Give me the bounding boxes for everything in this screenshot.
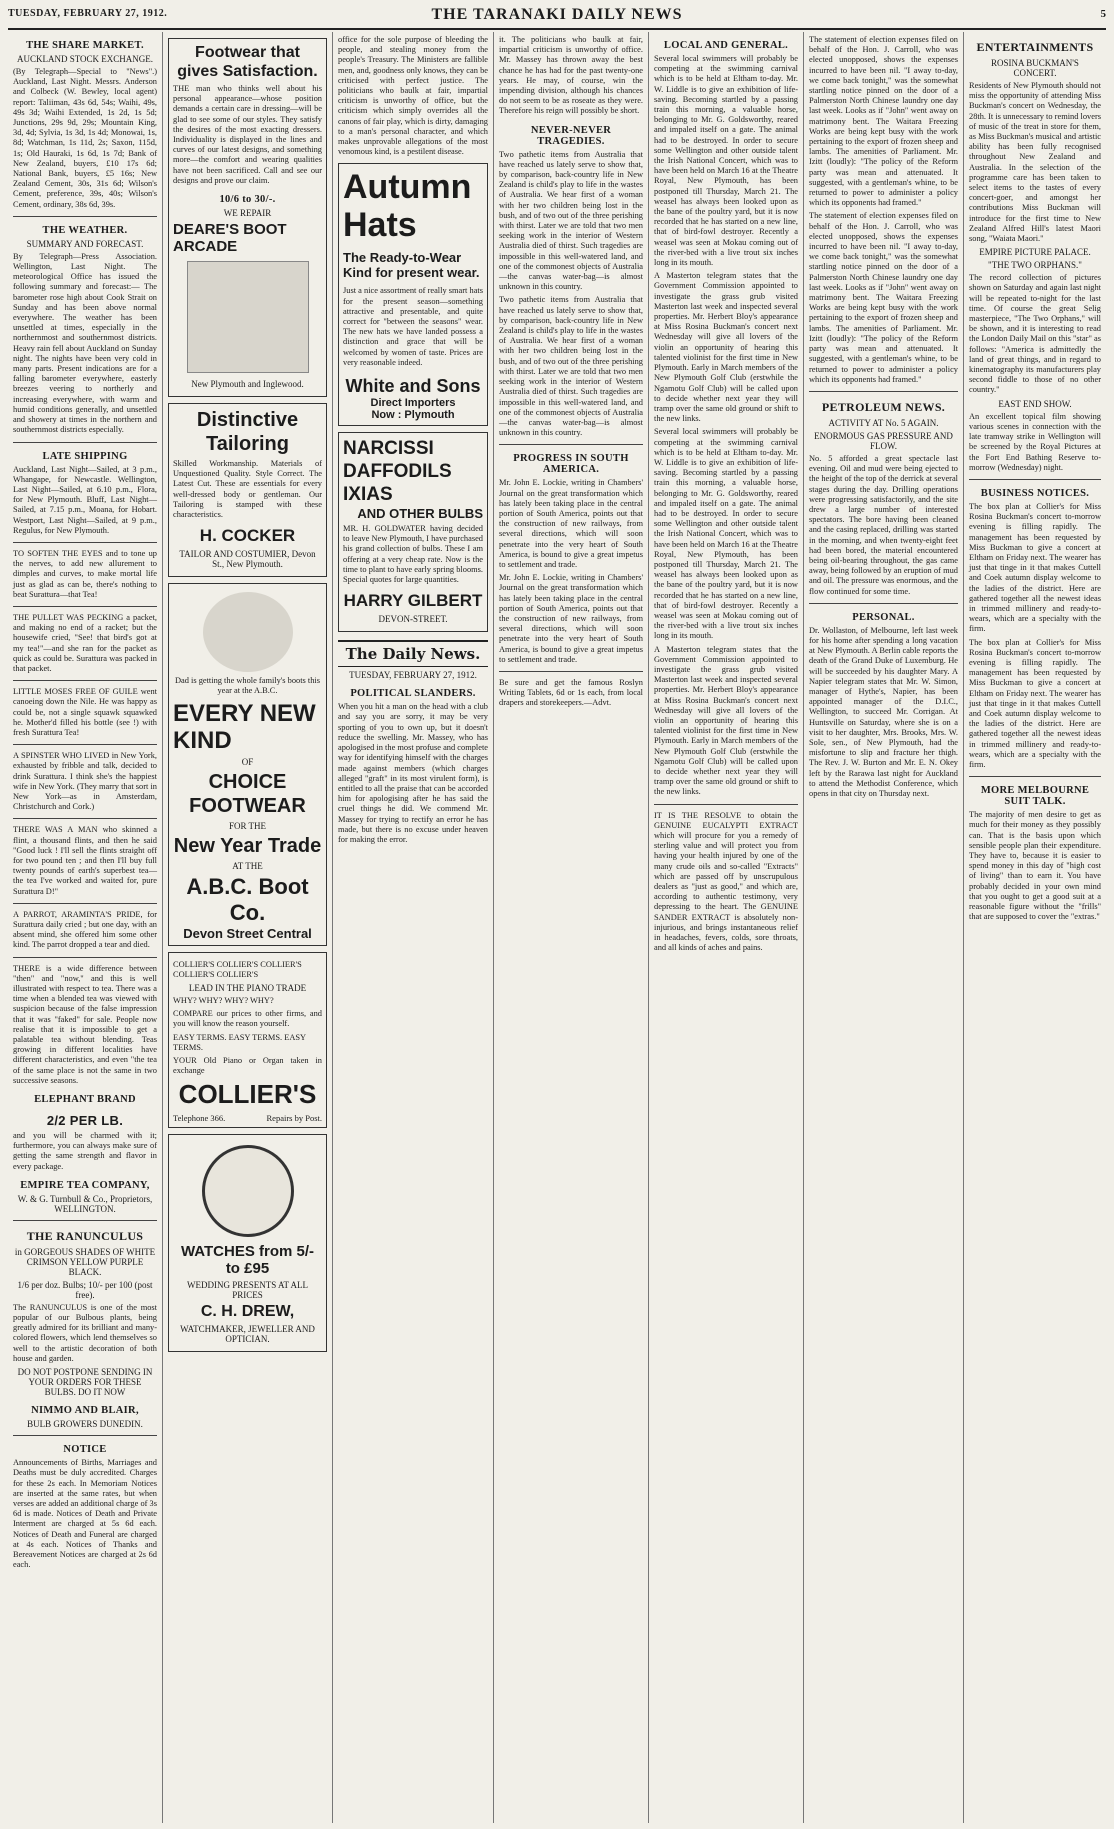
east-end-text: An excellent topical film showing various scenes in connection with the late tramway strike in Wellington will be screened by the Royal Pictures at the Fort End Bathing Reserve to-morrow (Wednesday) night.	[969, 411, 1101, 472]
empire-palace-text: The record collection of pictures shown on Saturday and again last night will be repeated to-night for the last time. Of course the great Selig masterpiece, "The Two Orphans," will be shown, and it is interesting to read the London Daily Mail on this "star" as follows: "America is admittedly the land of great things, and in regard to kinematography its manufacturers play second fiddle to those of no other country."	[969, 273, 1101, 395]
general-news-text-2: The statement of election expenses filed on behalf of the Hon. J. Carroll, who was elected unopposed, shows the expenses incurred to have been nil. "I away to-day, we come back tonight," was the somewhat startling notice pinned on the door of a Palmerston North Chinese laundry one day last week. Looks as if "John" went away on matrimony bent. The Waitara Freezing Works are being kept busy with the work pertaining to the export of frozen sheep and lambs. The amenities of Parliament. Mr. Izitt (loudly): "The policy of the Reform party was mean and attenuated. It suggested, with a gentleman's whine, to be returned to power to administer a policy which its opponents had framed."	[809, 211, 958, 384]
hats-text: Just a nice assortment of really smart hats for the present season—something attractive and presentable, and quite correct for "between the seasons" wear. The new hats we have landed possess a distinction and grace that will be welcomed by women of taste. Prices are very reasonable indeed.	[343, 286, 483, 367]
east-end-heading: EAST END SHOW.	[998, 398, 1072, 409]
clock-illustration	[202, 1145, 294, 1237]
we-repair: WE REPAIR	[223, 208, 272, 219]
local-general-text-2: A Masterton telegram states that the Government Commission appointed to investigate the grass grub visited Masterton last week and inspected several properties. Mr. Herbert Bloy's appearance at Miss Rosina Buckman's concert next Wednesday will give all lovers of the violin an opportunity of hearing this talented violinist for the first time in New Plymouth. Early in March members of the New Plymouth Golf Club (erstwhile the Ngamotu Golf Club) will be called upon to decide whether next year they will tramp over the same old ground or shift to the new links.	[654, 271, 798, 424]
colliers-name: COLLIER'S	[178, 1079, 317, 1110]
parrot-ad: A PARROT, ARAMINTA'S PRIDE, for Surattura daily cried ; but one day, with an absent mind, she offered him some other kind. The parrot dropped a tear and died.	[13, 909, 157, 950]
plymouth-label: Now : Plymouth	[371, 409, 455, 422]
petroleum-activity: ACTIVITY AT No. 5 AGAIN.	[828, 417, 939, 428]
petroleum-heading: PETROLEUM NEWS.	[821, 399, 946, 414]
political-slanders-heading: POLITICAL SLANDERS.	[350, 688, 476, 700]
piano-exchange: YOUR Old Piano or Organ taken in exchange	[173, 1056, 322, 1076]
footwear-heading: Footwear that gives Satisfaction.	[177, 44, 318, 80]
flint-man-ad: THERE WAS A MAN who skinned a flint, a thousand flints, and then he said "Good luck ! I'll sell the flints straight off for two pound ten ; and then I'll buy full twenty pounds of earth's superbest tea—the tea I've worked and waited for, pure Surattura D!"	[13, 825, 157, 896]
surattura-ad: TO SOFTEN THE EYES and to tone up the nerves, to add new allurement to dimples and curves, to make mortal life just as glad as can be, there's nothing to beat Surattura—that Tea!	[13, 548, 157, 599]
weather-subheading: SUMMARY AND FORECAST.	[26, 238, 144, 249]
colliers-list: COLLIER'S COLLIER'S COLLIER'S COLLIER'S COLLIER'S	[173, 959, 302, 979]
notice-heading: NOTICE	[63, 1444, 107, 1456]
business-notices-text: The box plan at Collier's for Miss Rosina Buckman's concert to-morrow evening is filling rapidly. The management has been requested by Miss Buckman to give a concert at Eltham on Friday next. The wearer has just that tinge in it that makes Cuttell and Coek autumn display welcome to the ladies of the district. Here are gathered together all the newest ideas in trimmed millinery and ready-to-wears, which are a specialty with the firm.	[969, 501, 1101, 634]
nimmo-blair-sub: BULB GROWERS DUNEDIN.	[27, 1419, 143, 1430]
cocker-address: TAILOR AND COSTUMIER, Devon St., New Plymouth.	[179, 549, 316, 570]
repairs-by-post: Repairs by Post.	[266, 1113, 322, 1124]
never-never-text-2: Two pathetic items from Australia that have reached us lately serve to show that, by comparison, back-country life in New Zealand is child's play to life in the wastes of Australia. We hear first of a woman with her two children being lost in the bush, and of two out of the three perishing with thirst. Later we are told that two men seeking work in the interior of Western Australia died of thirst. Such tragedies are impossible in this well-watered land, and one of the commonest objects of Australia—the canvas water-bag—is almost unknown in this country.	[499, 295, 643, 438]
ranunculus-text: The RANUNCULUS is one of the most popular of our Bulbous plants, being greatly admired for its brilliant and many-colored flowers, which lend themselves so well to the artistic decoration of both house and garden.	[13, 1302, 157, 1363]
political-slanders-text: When you hit a man on the head with a club and say you are sorry, it may be very sporting of you to own up, but it doesn't reduce the swelling. Mr. Massey, who has apologised in the most profuse and complete way for identifying himself with the charges made against members (which charges alleged "graft" in its most virulent form), is entitled to all the praise that can be accorded him for apologising after he has said the cruel things he did. We commend Mr. Massey for trying to rectify an error he has made, but there is no excuse under heaven for making the error.	[338, 702, 488, 844]
shipping-text: Auckland, Last Night—Sailed, at 3 p.m., Whangape, for Newcastle. Wellington, Last Night—Sailed, at 6.10 p.m., Flora, for New Plymouth. Bluff, Last Night—Sailed, at 7.15 p.m., Moana, for Hobart. Westport, Last Night—Sailed, at 9 p.m., Regulus, for New Plymouth.	[13, 464, 157, 535]
at-the-label: AT THE	[232, 860, 263, 871]
petroleum-text: No. 5 afforded a great spectacle last evening. Oil and mud were being ejected to the height of the top of the derrick at several stages during the day. Drilling operations were progressing satisfactorily, and the site drew a large number of interested spectators. The bore having been cleaned and the casing replaced, drilling was started in the morning, and when twenty-eight feet had been bored, the material encountered being oil-bearing throughout, the gas came away, being followed by an eruption of mud and oil. The pressure was enormous, and the flow continued for some time.	[809, 453, 958, 596]
easy-terms: EASY TERMS. EASY TERMS. EASY TERMS.	[173, 1032, 306, 1052]
elephant-brand-price: 2/2 PER LB.	[46, 1113, 124, 1129]
tailoring-heading: Distinctive Tailoring	[196, 409, 299, 456]
piano-trade: LEAD IN THE PIANO TRADE	[188, 983, 307, 994]
masthead-title: THE TARANAKI DAILY NEWS	[431, 6, 683, 23]
general-news-text: The statement of election expenses filed on behalf of the Hon. J. Carroll, who was elected unopposed, shows the expenses incurred to have been nil. "I away to-day, we come back tonight," was the somewhat startling notice pinned on the door of a Palmerston North Chinese laundry one day last week. Looks as if "John" went away on matrimony bent. The Waitara Freezing Works are being kept busy with the work pertaining to the export of frozen sheep and lambs. The amenities of Parliament. Mr. Izitt (loudly): "The policy of the Reform party was mean and attenuated. It suggested, with a gentleman's whine, to be returned to power to administer a policy which its opponents had framed."	[809, 35, 958, 208]
of-label: OF	[241, 756, 254, 767]
empire-palace-heading: EMPIRE PICTURE PALACE.	[979, 247, 1091, 258]
page-number: 5	[1100, 8, 1106, 20]
business-notices-heading: BUSINESS NOTICES.	[980, 487, 1090, 499]
eucalypti-ad: IT IS THE RESOLVE to obtain the GENUINE EUCALYPTI EXTRACT which will procure for you a remedy of sterling value and will protect you from having your health injured by one of the many crude oils and so-called "Extracts" which are passed off by unscrupulous dealers as "just as good," and which are, according to authentic testimony, very depressing to the heart. The GENUINE SANDER EXTRACT is absolutely non-injurious, and brings instantaneous relief in headaches, fevers, colds, sore throats, and all kinds of aches and pains.	[654, 810, 798, 953]
abc-caption: Dad is getting the whole family's boots this year at the A.B.C.	[174, 676, 321, 696]
column-5	[649, 32, 804, 1823]
ready-to-wear: The Ready-to-Wear Kind for present wear.	[343, 250, 480, 281]
drew-watches-ad	[168, 1134, 327, 1352]
business-notices-text-2: The box plan at Collier's for Miss Rosina Buckman's concert to-morrow evening is filling rapidly. The management has been requested by Miss Buckman to give a concert at Eltham on Friday next. The wearer has just that tinge in it that makes Cuttell and Coek autumn display welcome to the ladies of the district. Here are gathered together all the newest ideas in trimmed millinery and ready-to-wears, which are a specialty with the firm.	[969, 637, 1101, 769]
deare-locations: New Plymouth and Inglewood.	[191, 379, 304, 390]
local-general-text-4: A Masterton telegram states that the Government Commission appointed to investigate the grass grub visited Masterton last week and inspected several properties. Mr. Herbert Bloy's appearance at Miss Rosina Buckman's concert next Wednesday will give all lovers of the violin an opportunity of hearing this talented violinist for the first time in New Plymouth. Early in March members of the New Plymouth Golf Club (erstwhile the Ngamotu Golf Club) will be called upon to decide whether next year they will tramp over the same old ground or shift to the new links.	[654, 644, 798, 797]
melbourne-suit-text: The majority of men desire to get as much for their money as they possibly can. That is the basis upon which sensible people plan their expenditure. They have to, because it is easier to spend money in this day of "high cost of living" than to earn it. You have probably decided in your own mind that you ought to get a good suit at a reasonable figure without the "frills" that are supposed to cover the "extras."	[969, 810, 1101, 922]
rosina-buckman-heading: ROSINA BUCKMAN'S CONCERT.	[991, 58, 1079, 78]
devon-street-central: Devon Street Central	[183, 925, 312, 941]
for-the-label: FOR THE	[228, 820, 267, 831]
autumn-hats-heading: Autumn Hats	[343, 168, 472, 245]
drew-trade: WATCHMAKER, JEWELLER AND OPTICIAN.	[180, 1324, 315, 1345]
goldwater-text: MR. H. GOLDWATER having decided to leave New Plymouth, I have purchased his grand collection of bulbs. These I am offering at a very cheap rate. Now is the time to plant to have early spring blooms. Special quotes for large quantities.	[343, 524, 483, 585]
column-3	[333, 32, 494, 1823]
elephant-brand-heading: ELEPHANT BRAND	[34, 1094, 136, 1106]
devon-street: DEVON-STREET.	[378, 614, 448, 625]
personal-heading: PERSONAL.	[852, 611, 915, 623]
rosina-buckman-text: Residents of New Plymouth should not miss the opportunity of attending Miss Buckman's concert on Wednesday, the 28th. It is unnecessary to remind lovers of music of the treat in store for them, as Miss Buckman's musical and artistic ability has been fully recognised throughout New Zealand and Australia. In the selection of the programme care has been taken to select items to the tastes of every concert-goer, and amongst her contributions Miss Buckman will introduce for the first time to New Zealand Alfred Hill's latest Maori song, "Waiata Maori."	[969, 81, 1101, 244]
elephant-brand-text: and you will be charmed with it; furthermore, you can always make sure of getting the same strength and flavor in every package.	[13, 1131, 157, 1171]
south-america-heading: PROGRESS IN SOUTH AMERICA.	[513, 453, 629, 476]
share-market-subheading: AUCKLAND STOCK EXCHANGE.	[16, 54, 154, 64]
choice-footwear: CHOICE FOOTWEAR	[189, 770, 306, 817]
pullet-ad: THE PULLET WAS PECKING a packet, and making no end of a racket; but the housewife cried, "See! that bird's got at my tea!"—and she ran for the packet as quick as could be. Surattura was packed in that packet.	[13, 612, 157, 673]
compare-text: COMPARE our prices to other firms, and you will know the reason yourself.	[173, 1009, 322, 1029]
column-1	[8, 32, 163, 1823]
moses-ad: LITTLE MOSES FREE OF GUILE went canoeing down the Nile. He was happy as could be, not a single squawk squawked he. Mother'd filled his bottle (see !) with fresh Surattura Tea!	[13, 687, 157, 737]
political-continued: office for the sole purpose of bleeding the people, and stealing money from the people's Treasury. The Ministers are fallible men, and, goodness only knows, they can be criticised with perfect justice. The politicians who baulk at fair, impartial criticism is unworthy of office, but the criticism which simply overrides all the canons of fair play, which is dirty, damaging to a man's personal character, and which makes unprovable allegations of the most venomous kind, is a pestilent disease.	[338, 35, 488, 157]
baby-illustration	[203, 592, 293, 672]
spinster-ad: A SPINSTER WHO LIVED in New York, exhausted by fribble and talk, decided to drink Surattura. I think she's the happiest wife in New York. (They marry that sort in New York—as in Amsterdam, Christchurch and Cork.)	[13, 751, 157, 812]
new-year-trade: New Year Trade	[173, 834, 322, 857]
column-2	[163, 32, 333, 1823]
empire-tea-proprietors: W. & G. Turnbull & Co., Proprietors, WELLINGTON.	[17, 1193, 153, 1214]
empire-tea-heading: EMPIRE TEA COMPANY,	[20, 1179, 150, 1191]
every-new-kind: EVERY NEW KIND	[173, 699, 316, 754]
white-and-sons: White and Sons	[345, 376, 481, 397]
autumn-hats-ad	[338, 163, 488, 426]
local-general-text-3: Several local swimmers will probably be competing at the swimming carnival which is to be held at Eltham to-day. Mr. W. Liddle is to give an exhibition of life-saving. Becoming startled by a passing train this morning, a valuable horse, belonging to Mr. G. Goldsworthy, reared and impaled itself on a gate. The animal had to be destroyed. In order to secure some Wellington and other outside talent the Irish National Concert, which was to have been held on March 16 at the Theatre Royal, New Plymouth, has been postponed till Thursday, March 21. The weasel has always been looked upon as the bane of the poultry yard, but it is now recorded that he has started on a new line, that of bird-fowl destroyer. Recently a weasel was seen at Mokau coming out of the river-bed with a live trout six inches long in its mouth.	[654, 427, 798, 641]
ranunculus-colors: in GORGEOUS SHADES OF WHITE CRIMSON YELLOW PURPLE BLACK.	[14, 1246, 156, 1277]
south-america-text: Mr. John E. Lockie, writing in Chambers' Journal on the great transformation which has lately been taking place in the central portion of South America, points out that the construction of new railways, from several directions, which will soon penetrate into the very heart of South America, is bound to give a great impetus to settlement and trade.	[499, 478, 643, 569]
abc-boot-co: A.B.C. Boot Co.	[186, 873, 309, 925]
petroleum-pressure: ENORMOUS GAS PRESSURE AND FLOW.	[814, 430, 953, 451]
footwear-price: 10/6 to 30/-.	[219, 194, 276, 206]
never-never-heading: NEVER-NEVER TRAGEDIES.	[530, 124, 612, 147]
tea-blend-ad: THERE is a wide difference between "then" and "now," and this is well illustrated with respect to tea. There was a time when a blended tea was viewed with suspicion because of the false impression that it was "faked" for sale. People now realise that it is impossible to get a palatable tea without blending. Teas growing in different localities have different characteristics, and even "the tea of the same place is not the same in two successive seasons.	[13, 963, 157, 1085]
massey-continued: it. The politicians who baulk at fair, impartial criticism is unworthy of office. Mr. Massey has thrown away the best chance he has had for the past twenty-one years. He may, of course, win the impending division, although his chances do not seem to be as roseate as they were. Therefore his reign will possibly be short.	[499, 35, 643, 116]
ranunculus-price: 1/6 per doz. Bulbs; 10/- per 100 (post free).	[17, 1279, 153, 1300]
ranunculus-heading: THE RANUNCULUS	[26, 1228, 144, 1243]
bulbs-ad	[338, 432, 488, 632]
drew-name: C. H. DREW,	[200, 1303, 295, 1321]
weather-heading: THE WEATHER.	[42, 224, 128, 236]
daily-news-date: TUESDAY, FEBRUARY 27, 1912.	[349, 670, 477, 681]
roslyn-ad: Be sure and get the famous Roslyn Writing Tablets, 6d or 1s each, from local drapers and storekeepers.—Advt.	[499, 677, 643, 708]
boot-illustration	[187, 261, 309, 373]
telephone: Telephone 366.	[173, 1113, 226, 1124]
column-4	[494, 32, 649, 1823]
harry-gilbert: HARRY GILBERT	[343, 591, 483, 611]
column-6	[804, 32, 964, 1823]
daily-news-masthead: The Daily News.	[338, 640, 488, 667]
watches-heading: WATCHES from 5/- to £95	[180, 1243, 315, 1278]
colliers-ad	[168, 952, 327, 1129]
shipping-heading: LATE SHIPPING	[42, 450, 128, 462]
share-market-text: (By Telegraph—Special to "News".) Auckland, Last Night. Messrs. Anderson and Colbeck (W. Bewley, local agent) report: Taliiman, 43s 6d, 54s; Waihi, 49s, 49s 3d; Waihi Extended, 1s 2d, 1s 5d; Junctions, 29s 9d, 29s; Mountain King, 3d, 4d; Sylvia, 1s 3d, 1s 4d; Monowai, 1s, 8d; Watchman, 1s 11d, 2s; Saxon, 115d, 1s; Old Hauraki, 1s 6d, 1s 7d; Bank of New Zealand, buyers, £10 17s 6d; National Bank, buyers, £5 16s; New Zealand Cement, 30s, 31s 6d; Wilson's Cement, preference, 39s, 40s; Wilson's Cement, ordinary, 38s 6d, 39s.	[13, 67, 157, 209]
abc-boot-ad	[168, 583, 327, 945]
weather-text: By Telegraph—Press Association. Wellington, Last Night. The meteorological Office has issued the following summary and forecast:— The barometer rose high about Cook Strait on Sunday and has been above normal everywhere. The weather has been unsettled at times, especially in the northernmost and southernmost districts. Heavy rain fell about Auckland on Sunday night. The nights have been very cold in many parts. Present indications are for a falling barometer everywhere, easterly breezes veering to northerly and increasing everywhere, with warm and humid conditions generally, and unsettled and showery at times in the northern and southernmost districts especially.	[13, 251, 157, 435]
deare-boot-arcade: DEARE'S BOOT ARCADE	[173, 221, 287, 256]
ranunculus-order: DO NOT POSTPONE SENDING IN YOUR ORDERS FOR THESE BULBS. DO IT NOW	[17, 1367, 153, 1398]
direct-importers: Direct Importers	[370, 397, 456, 410]
entertainments-heading: ENTERTAINMENTS	[976, 40, 1094, 54]
bulb-varieties: NARCISSI DAFFODILS IXIAS	[343, 438, 452, 506]
never-never-text: Two pathetic items from Australia that have reached us lately serve to show that, by comparison, back-country life in New Zealand is child's play to life in the wastes of Australia. We hear first of a woman with her two children being lost in the bush, and of two out of the three perishing with thirst. Later we are told that two men seeking work in the interior of Western Australia died of thirst. Such tragedies are impossible in this well-watered land, and one of the commonest objects of Australia—the canvas water-bag—is almost unknown in this country.	[499, 149, 643, 292]
local-general-text: Several local swimmers will probably be competing at the swimming carnival which is to be held at Eltham to-day. Mr. W. Liddle is to give an exhibition of life-saving. Becoming startled by a passing train this morning, a valuable horse, belonging to Mr. G. Goldsworthy, reared and impaled itself on a gate. The animal had to be destroyed. In order to secure some Wellington and other outside talent the Irish National Concert, which was to have been held on March 16 at the Theatre Royal, New Plymouth, has been postponed till Thursday, March 21. The weasel has always been looked upon as the bane of the poultry yard, but it is now recorded that he has started on a new line, that of bird-fowl destroyer. Recently a weasel was seen at Mokau coming out of the river-bed with a live trout six inches long in its mouth.	[654, 54, 798, 268]
wedding-presents: WEDDING PRESENTS AT ALL PRICES	[186, 1280, 309, 1301]
two-orphans-heading: "THE TWO ORPHANS."	[988, 260, 1082, 271]
nimmo-blair-heading: NIMMO AND BLAIR,	[31, 1405, 139, 1417]
share-market-heading: THE SHARE MARKET.	[26, 40, 144, 51]
footwear-ad	[168, 38, 327, 397]
tailoring-text: Skilled Workmanship. Materials of Unquestioned Quality. Style Correct. The Latest Cut. These are essentials for every well-dressed body or gentleman. Our Tailoring is stamped with these characteristics.	[173, 459, 322, 520]
personal-text: Dr. Wollaston, of Melbourne, left last week for his home after spending a long vacation at New Plymouth. A Berlin cable reports the death of the Grand Duke of Luxemburg. He will be succeeded by his daughter Mary. A Napier telegram states that Mr. W. Simon, manager of Hythe's, Napier, has been appointed manager of the D.I.C., Wellington, to succeed Mr. Corrigan. At Huntsville on Saturday, where she is on a visit to her daughter, Mrs. Brooks, Mrs. W. Sole, sen., of New Plymouth, had the misfortune to slip and fracture her thigh. The Rev. J. W. Burton and Mr. E. N. Okey left by the Rarawa last night for Auckland to attend the Methodist Conference, which opens in that city on Thursday next.	[809, 625, 958, 798]
tailoring-ad	[168, 403, 327, 577]
cocker-name: H. COCKER	[199, 526, 296, 546]
masthead	[8, 6, 1106, 30]
melbourne-suit-heading: MORE MELBOURNE SUIT TALK.	[980, 785, 1090, 808]
south-america-text-2: Mr. John E. Lockie, writing in Chambers' Journal on the great transformation which has lately been taking place in the central portion of South America, points out that the construction of new railways, from several directions, which will soon penetrate into the very heart of South America, is bound to give a great impetus to settlement and trade.	[499, 573, 643, 664]
other-bulbs: AND OTHER BULBS	[357, 506, 483, 522]
notice-text: Announcements of Births, Marriages and Deaths must be duly accredited. Charges for these 2s each. In Memoriam Notices are inserted at the same rates, but when verses are added an additional charge of 3s 6d is made. Notices of Death and Private Interment are charged at 5s 6d each. Notices of Death and Funeral are charged at 4s each. Notices of Thanks and Bereavement Notices are charged at 2s 6d each.	[13, 1458, 157, 1570]
footwear-text: THE man who thinks well about his personal appearance—whose position demands a certain care in dressing—will be glad to see some of our styles. They satisfy the desires of the most exacting dressers. Individuality is displayed in the lines and curves of our latest designs, and something more—the comfort and wearing qualities have not been sacrificed. Call and see our designs and prove our claim.	[173, 84, 322, 185]
masthead-date: TUESDAY, FEBRUARY 27, 1912.	[8, 8, 168, 19]
why-list: WHY? WHY? WHY? WHY?	[173, 996, 274, 1006]
local-general-heading: LOCAL AND GENERAL.	[663, 40, 789, 51]
column-7	[964, 32, 1106, 1823]
